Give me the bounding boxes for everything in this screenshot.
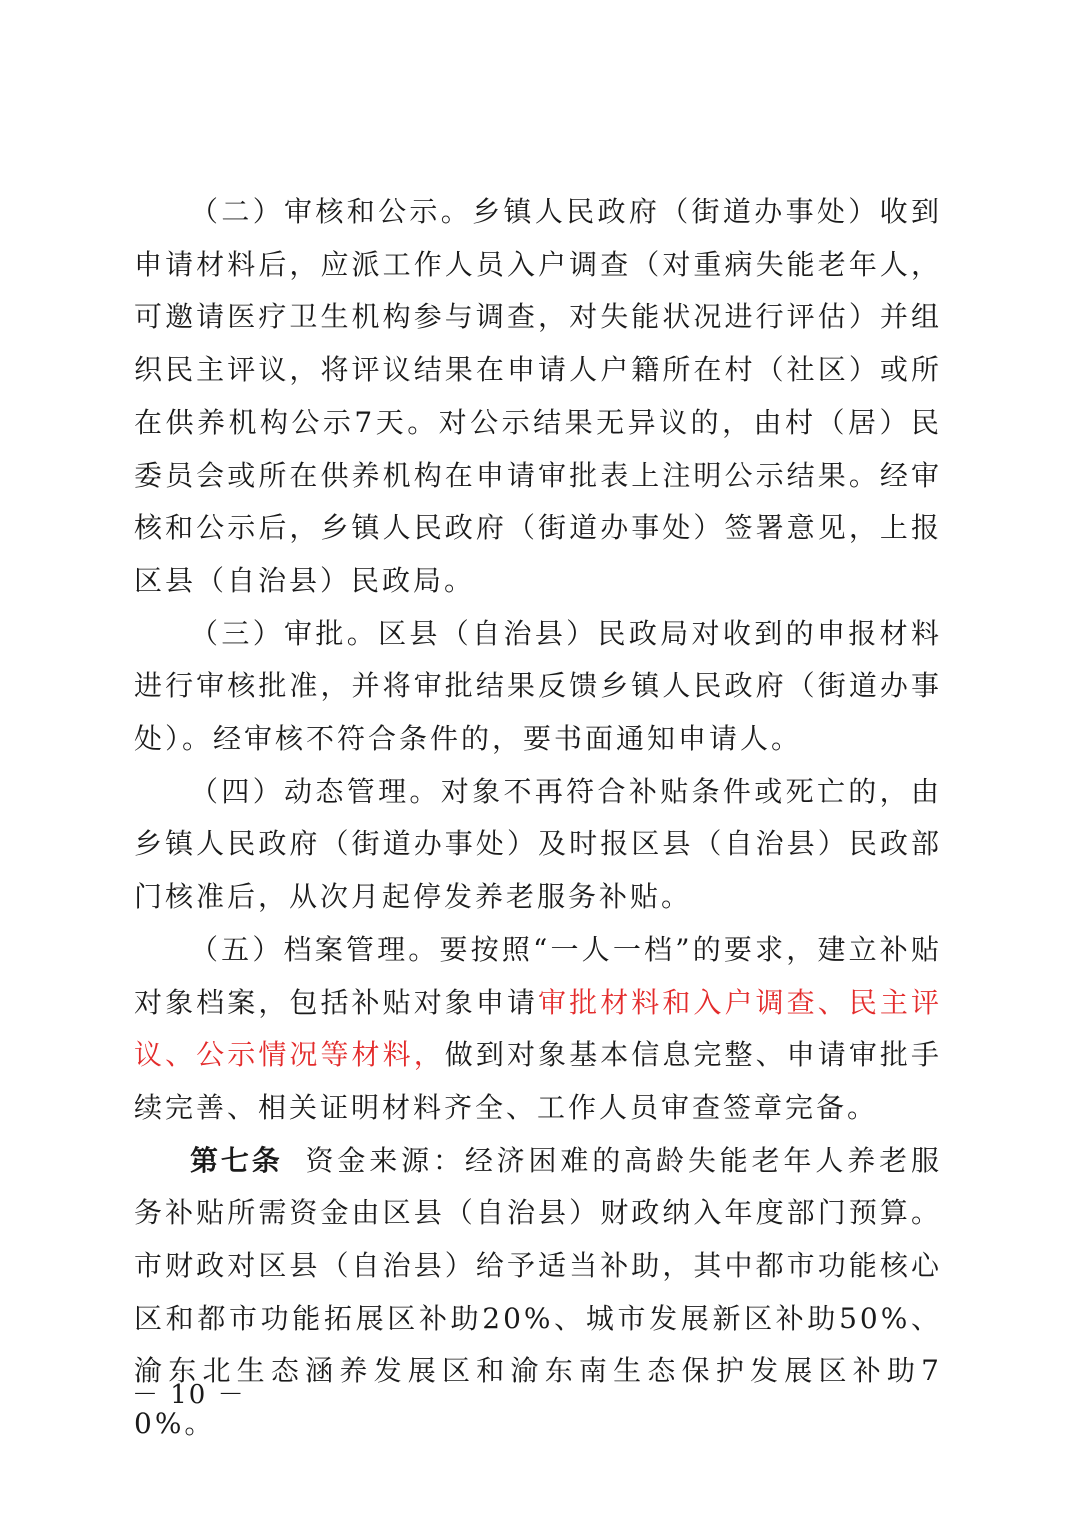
- paragraph-dynamic-management: [134, 766, 942, 924]
- paragraph-text-before: （五）档案管理。要按照“一人一档”的要求，建立补贴对象档案，包括补贴对象申请: [134, 932, 942, 1019]
- paragraph-text: （三）审批。区县（自治县）民政局对收到的申报材料进行审核批准，并将审批结果反馈乡镇人民政府（街道办事处）。经审核不符合条件的，要书面通知申请人。: [134, 616, 942, 756]
- paragraph-approval: [134, 608, 942, 766]
- paragraph-text: （四）动态管理。对象不再符合补贴条件或死亡的，由乡镇人民政府（街道办事处）及时报区县（自治县）民政部门核准后，从次月起停发养老服务补贴。: [134, 774, 942, 914]
- paragraph-archive-management: [134, 924, 942, 1135]
- highlighted-text: 审批材料和入户调查、民主评议、公示情况等材料，: [134, 985, 942, 1072]
- article-heading: 第七条: [190, 1143, 283, 1177]
- article-seven: [134, 1135, 942, 1451]
- page-number: － 10 －: [132, 1380, 246, 1410]
- paragraph-text: （二）审核和公示。乡镇人民政府（街道办事处）收到申请材料后，应派工作人员入户调查（对重病失能老年人，可邀请医疗卫生机构参与调查，对失能状况进行评估）并组织民主评议，将评议结果在申请人户籍所在村（社区）或所在供养机构公示7天。对公示结果无异议的，由村（居）民委员会或所在供养机构在申请审批表上注明公示结果。经审核和公示后，乡镇人民政府（街道办事处）签署意见，上报区县（自治县）民政局。: [134, 195, 942, 597]
- paragraph-text: 资金来源：经济困难的高龄失能老年人养老服务补贴所需资金由区县（自治县）财政纳入年度部门预算。市财政对区县（自治县）给予适当补助，其中都市功能核心区和都市功能拓展区补助20%、城市发展新区补助50%、渝东北生态涵养发展区和渝东南生态保护发展区补助70%。: [134, 1143, 942, 1441]
- paragraph-review-and-publicity: [134, 186, 942, 608]
- paragraph-text-after: 做到对象基本信息完整、申请审批手续完善、相关证明材料齐全、工作人员审查签章完备。: [134, 1038, 942, 1124]
- document-body: [134, 186, 942, 1451]
